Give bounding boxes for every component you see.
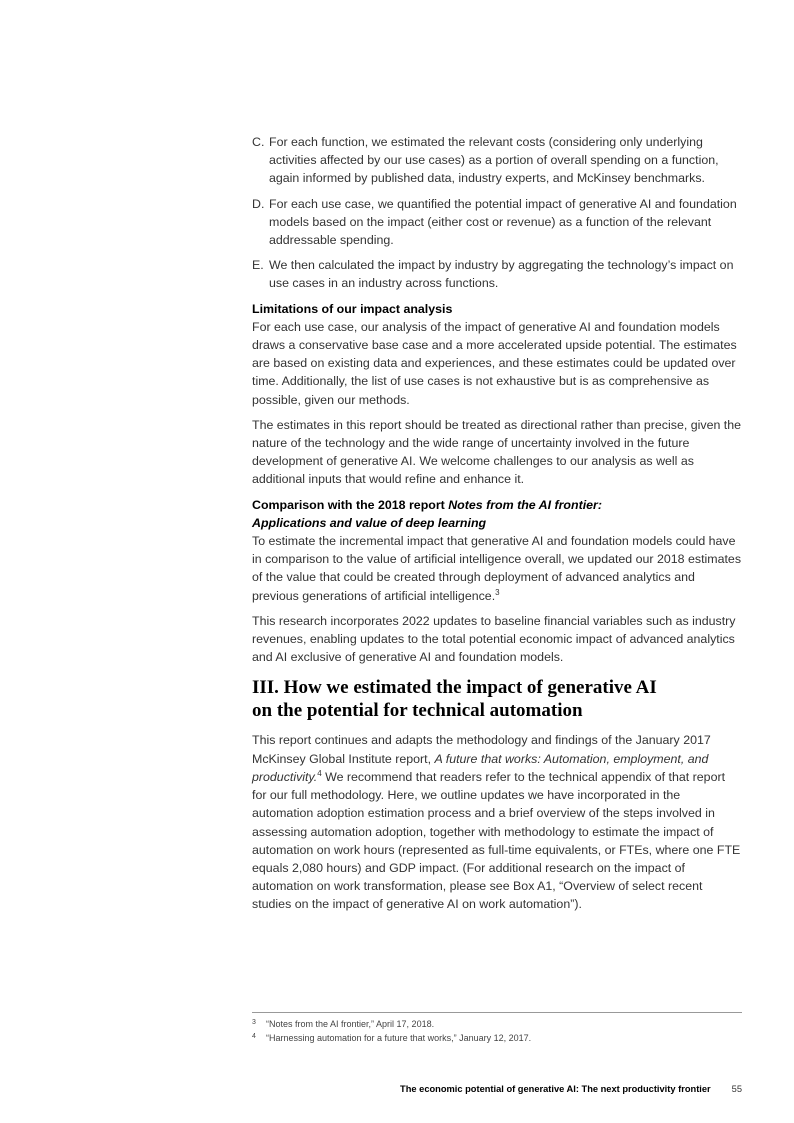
footer-report-title: The economic potential of generative AI: The next productivity frontier [400, 1084, 711, 1094]
limitations-paragraph-1: For each use case, our analysis of the impact of generative AI and foundation models draws a conservative base case and a more accelerated upside potential. The estimates are based on existing data and experiences, and these estimates could be updated over time. Additionally, the list of use cases is not exhaustive but is as comprehensive as possible, given our methods. [252, 319, 737, 407]
comparison-heading-plain: Comparison with the 2018 report [252, 497, 449, 512]
limitations-heading: Limitations of our impact analysis [252, 301, 453, 316]
content-column [252, 133, 742, 921]
list-text: For each function, we estimated the relevant costs (considering only underlying activities affected by our use cases) as a portion of overall spending on a function, again informed by published data, industry experts, and McKinsey benchmarks. [269, 135, 719, 186]
footnote-3 [252, 1017, 742, 1031]
footnote-4 [252, 1031, 742, 1045]
comparison-paragraph-1 [252, 532, 742, 605]
footnote-text: “Harnessing automation for a future that works,” January 12, 2017. [266, 1033, 532, 1043]
page-number: 55 [731, 1084, 742, 1094]
comparison-heading-report-title-line1: Notes from the AI frontier: [448, 497, 602, 512]
section-3-paragraph [252, 731, 742, 913]
report-title-italic: A future that works: Automation, employment, and productivity. [252, 751, 709, 784]
section-3-paragraph-part2: We recommend that readers refer to the technical appendix of that report for our full methodology. Here, we outline updates we have incorporated in the automation adoption estimation process and a brief overview of the steps involved in assessing automation adoption, together with methodology to estimate the impact of automation on work hours (represented as full-time equivalents, or FTEs, where one FTE equals 2,080 hours) and GDP impact. (For additional research on the impact of automation on work transformation, please see Box A1, “Overview of select recent studies on the impact of generative AI on work automation”). [252, 769, 741, 912]
footnote-ref-4: 4 [317, 768, 322, 778]
section-3-heading [252, 676, 742, 722]
footnotes-block [252, 1012, 742, 1045]
list-marker: D. [252, 196, 265, 211]
comparison-heading-report-title-line2: Applications and value of deep learning [252, 515, 487, 530]
footnote-number: 4 [252, 1033, 256, 1040]
limitations-paragraph-2: The estimates in this report should be treated as directional rather than precise, given the nature of the technology and the wide range of uncertainty involved in the future development of generative AI. We welcome challenges to our analysis as well as additional inputs that would refine and enhance it. [252, 417, 742, 487]
list-item-e [252, 256, 742, 292]
list-text: We then calculated the impact by industry by aggregating the technology’s impact on use cases in an industry across functions. [269, 258, 734, 291]
footnote-ref-3: 3 [495, 587, 500, 597]
list-item-c [252, 133, 742, 188]
section-3-heading-line1: III. How we estimated the impact of generative AI [252, 677, 657, 699]
footnote-text: “Notes from the AI frontier,” April 17, 2018. [266, 1019, 435, 1029]
comparison-paragraph-1-text: To estimate the incremental impact that generative AI and foundation models could have in comparison to the value of artificial intelligence overall, we updated our 2018 estimates of the value that could be created through deployment of advanced analytics and previous generations of artificial intelligence. [252, 534, 742, 603]
list-item-d [252, 195, 742, 250]
section-3-heading-line2: on the potential for technical automation [252, 700, 583, 722]
list-marker: E. [252, 258, 264, 273]
list-marker: C. [252, 135, 265, 149]
list-text: For each use case, we quantified the potential impact of generative AI and foundation models based on the impact (either cost or revenue) as a function of the relevant addressable spending. [269, 196, 737, 248]
footnote-number: 3 [252, 1019, 256, 1026]
comparison-heading [252, 496, 742, 532]
page-footer [252, 1083, 742, 1095]
section-3-paragraph-part1: This report continues and adapts the methodology and findings of the January 2017 McKinsey Global Institute report, [252, 733, 711, 766]
comparison-paragraph-2: This research incorporates 2022 updates to baseline financial variables such as industry revenues, enabling updates to the total potential economic impact of advanced analytics and AI exclusive of generative AI and foundation models. [252, 613, 736, 665]
